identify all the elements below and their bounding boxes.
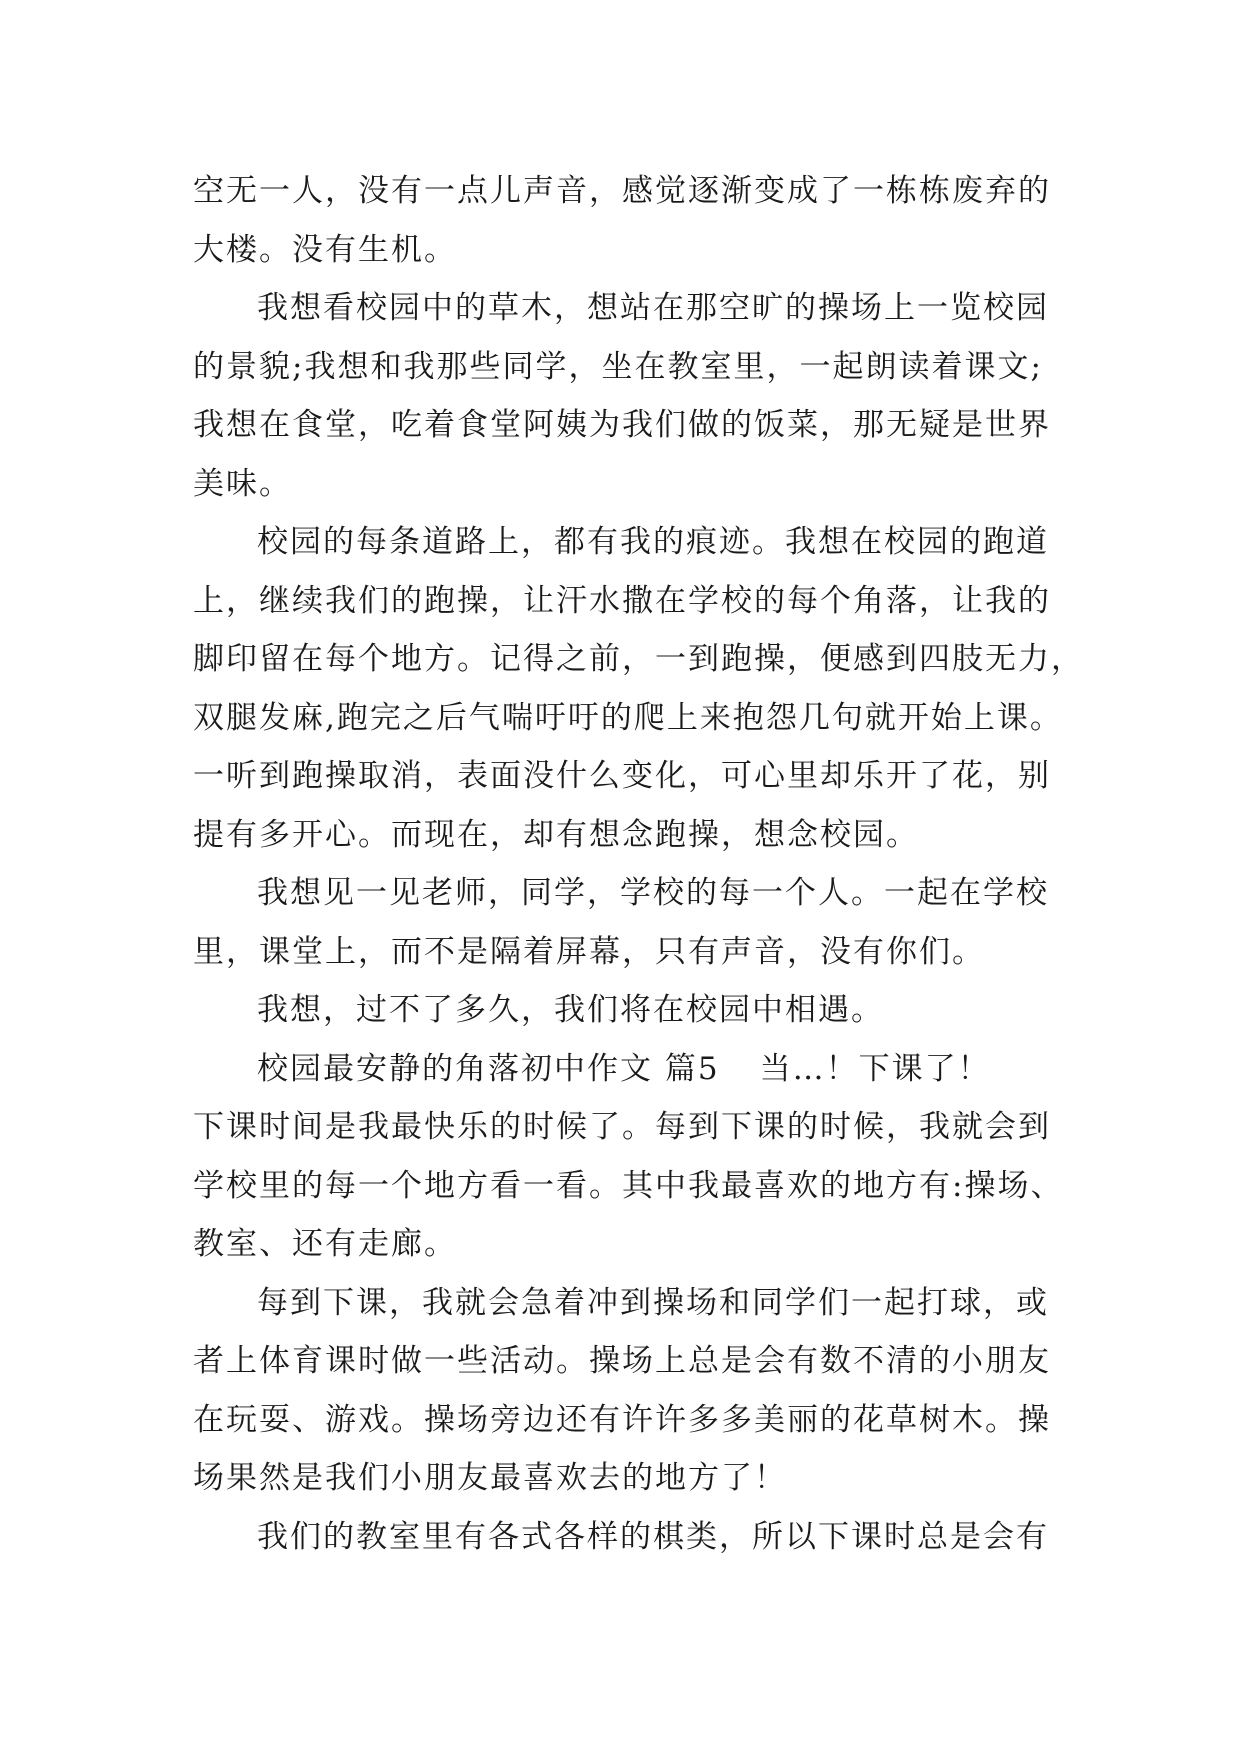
section-heading-line <box>193 1040 1053 1099</box>
text-line-content: 学校里的每一个地方看一看。其中我最喜欢的地方有:操场、 <box>193 1167 1064 1204</box>
text-line <box>193 1098 1053 1157</box>
text-line-content: 每到下课，我就会急着冲到操场和同学们一起打球，或 <box>257 1284 1049 1321</box>
text-line-content: 大楼。没有生机。 <box>193 231 457 268</box>
text-line <box>193 1274 1053 1333</box>
text-line <box>193 1215 1053 1274</box>
text-line <box>193 1391 1053 1450</box>
text-line-content: 者上体育课时做一些活动。操场上总是会有数不清的小朋友 <box>193 1343 1051 1379</box>
text-line-content: 空无一人，没有一点儿声音，感觉逐渐变成了一栋栋废弃的 <box>193 173 1051 209</box>
section-heading: 校园最安静的角落初中作文 篇5 <box>257 1050 720 1087</box>
text-line <box>193 338 1053 397</box>
text-line <box>193 1157 1064 1216</box>
text-line <box>193 513 1053 572</box>
text-line-content: 美味。 <box>193 465 292 502</box>
text-line-content: 一听到跑操取消，表面没什么变化，可心里却乐开了花，别 <box>193 758 1051 794</box>
text-line <box>193 572 1053 631</box>
text-line <box>193 279 1053 338</box>
text-line <box>193 221 1053 280</box>
text-line <box>193 162 1053 221</box>
text-line-content: 我想在食堂，吃着食堂阿姨为我们做的饭菜，那无疑是世界 <box>193 407 1051 443</box>
text-line-content: 我们的教室里有各式各样的棋类，所以下课时总是会有 <box>257 1518 1049 1555</box>
text-line <box>193 1508 1053 1567</box>
body-text <box>193 162 1084 1566</box>
text-line-content: 校园的每条道路上，都有我的痕迹。我想在校园的跑道 <box>257 524 1049 560</box>
text-line <box>193 630 1084 689</box>
text-line-content: 场果然是我们小朋友最喜欢去的地方了！ <box>193 1460 787 1496</box>
text-line <box>193 455 1053 514</box>
text-line <box>193 981 1053 1040</box>
text-line-content: 双腿发麻,跑完之后气喘吁吁的爬上来抱怨几句就开始上课。 <box>193 699 1063 736</box>
text-line-content: 在玩耍、游戏。操场旁边还有许许多多美丽的花草树木。操 <box>193 1401 1051 1438</box>
text-line-content: 下课时间是我最快乐的时候了。每到下课的时候，我就会到 <box>193 1109 1051 1145</box>
text-line-content: 脚印留在每个地方。记得之前，一到跑操，便感到四肢无力， <box>193 641 1084 677</box>
text-line <box>193 1332 1053 1391</box>
text-line-content: 上，继续我们的跑操，让汗水撒在学校的每个角落，让我的 <box>193 582 1051 619</box>
text-line-content: 我想看校园中的草木，想站在那空旷的操场上一览校园 <box>257 290 1049 326</box>
text-line <box>193 396 1053 455</box>
text-line-content: 我想，过不了多久，我们将在校园中相遇。 <box>257 992 884 1028</box>
text-line <box>193 806 1053 865</box>
text-line <box>193 689 1063 748</box>
text-line-content: 我想见一见老师，同学，学校的每一个人。一起在学校 <box>257 875 1049 911</box>
text-line-content: 教室、还有走廊。 <box>193 1226 457 1262</box>
text-line <box>193 864 1053 923</box>
text-line-content: 里，课堂上，而不是隔着屏幕，只有声音，没有你们。 <box>193 933 985 970</box>
text-line-content: 提有多开心。而现在，却有想念跑操，想念校园。 <box>193 816 919 853</box>
text-line <box>193 923 1053 982</box>
text-line-content: 的景貌;我想和我那些同学，坐在教室里，一起朗读着课文; <box>193 348 1043 385</box>
text-line <box>193 1449 1053 1508</box>
text-line <box>193 747 1053 806</box>
text-line-content: 当…！下课了！ <box>759 1050 991 1087</box>
